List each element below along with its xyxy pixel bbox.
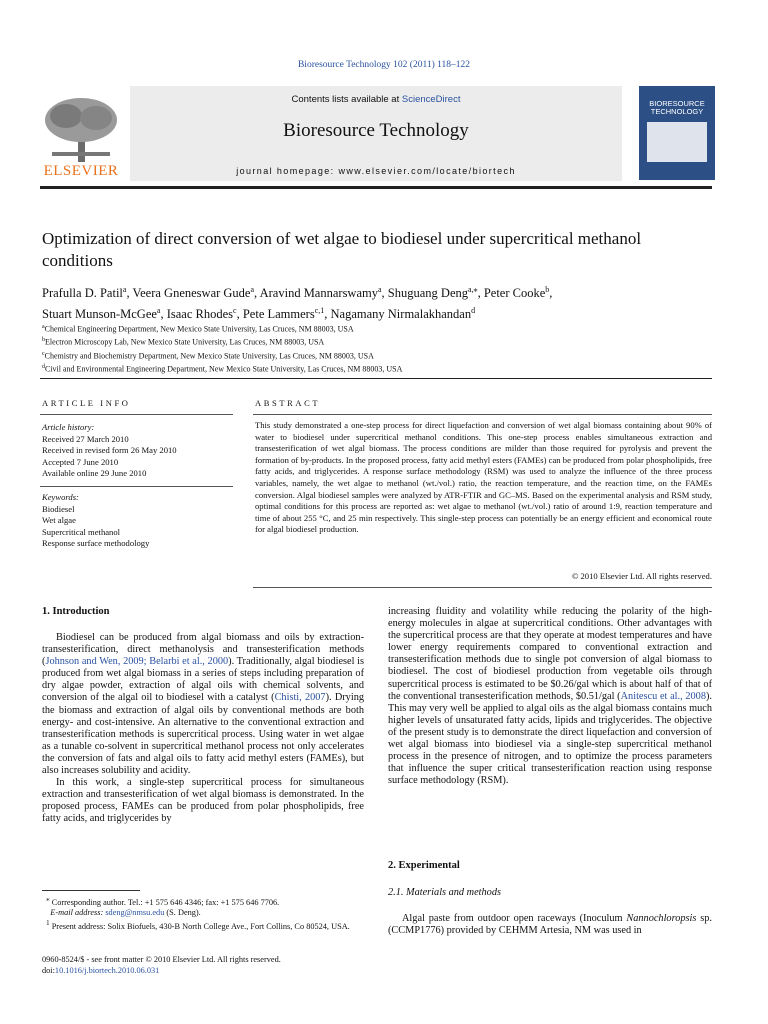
journal-title: Bioresource Technology xyxy=(283,120,469,141)
paragraph: Biodiesel can be produced from algal biomass and oils by extraction-transesterification, direct methanolysis and transesterification methods (Johnson and Wen, 2009; Belarbi et al., 2000). Traditionally, algal biodiesel is produced from wet algal biomass in a series of steps including preparation of dry algae powder, extraction of algal oils with chemical solvents, and conversion of the algal oil to biodiesel with a catalyst (Chisti, 2007). Drying the biomass and extraction of algal oils by conventional methods are both energy- and cost-intensive. An alternative to the conventional extraction and transesterification methods is supercritical process. Using water in wet algae as a tunable co-solvent in supercritical methanol process not only accelerates the conversion of fats and algal oils to fatty acid methyl esters (FAMEs), but also increases solubility and acidity. xyxy=(42,632,365,777)
doi-line: doi:10.1016/j.biortech.2010.06.031 xyxy=(42,966,160,975)
right-column xyxy=(388,606,712,787)
author-name: Peter Cooke xyxy=(483,286,546,301)
materials-methods-heading: 2.1. Materials and methods xyxy=(388,887,501,898)
keywords-label: Keywords: xyxy=(42,492,79,502)
footnote-divider xyxy=(42,890,140,891)
author-name: Isaac Rhodes xyxy=(166,307,234,322)
keyword: Biodiesel xyxy=(42,503,75,514)
email-link[interactable]: sdeng@nmsu.edu xyxy=(105,908,165,918)
history-item: Available online 29 June 2010 xyxy=(42,468,147,479)
abstract-copyright: © 2010 Elsevier Ltd. All rights reserved. xyxy=(571,571,712,581)
article-title: Optimization of direct conversion of wet algae to biodiesel under supercritical methanol conditions xyxy=(42,229,642,270)
author-name: Pete Lammers xyxy=(242,307,315,322)
author-name: Shuguang Deng xyxy=(387,286,468,301)
present-address-note: $^1$ Present address: Solix Biofuels, 430-B North College Ave., Fort Collins, Co 80524, USA. xyxy=(46,919,350,931)
elsevier-tree-logo-icon xyxy=(38,96,124,164)
left-column xyxy=(42,632,364,826)
journal-reference-link[interactable]: Bioresource Technology 102 (2011) 118–122 xyxy=(297,60,471,70)
affiliation: $^b$Electron Microscopy Lab, New Mexico State University, Las Cruces, NM 88003, USA xyxy=(42,337,325,347)
header-divider xyxy=(40,186,712,189)
affiliation: $^a$Chemical Engineering Department, New Mexico State University, Las Cruces, NM 88003, USA xyxy=(42,324,354,334)
email-note: E-mail address: sdeng@nmsu.edu (S. Deng). xyxy=(50,908,201,918)
keyword: Wet algae xyxy=(42,515,76,526)
history-item: Received 27 March 2010 xyxy=(42,433,129,444)
journal-cover-thumbnail[interactable] xyxy=(639,86,715,180)
history-label: Article history: xyxy=(42,422,95,432)
author-name: Prafulla D. Patil xyxy=(42,286,123,301)
contents-line xyxy=(130,94,622,105)
keywords xyxy=(42,492,232,550)
keyword: Supercritical methanol xyxy=(42,526,121,537)
article-info-divider xyxy=(40,414,233,415)
paragraph: increasing fluidity and volatility while reducing the polarity of the high-energy molecules in algae at supercritical conditions. Other advantages with the supercritical process are that they operate at modest temperatures and have lower energy requirements compared to conventional extraction and transesterification methods due to single pot conversion of algal biomass to biodiesel. The cost of biodiesel production from vegetable oils through supercritical process is estimated to be $0.26/gal which is about half of that of the conventional transesterification methods, $0.51/gal (Anitescu et al., 2008). This may very well be applied to algal oils as the algal biomass contains much higher levels of unsaturated fatty acids, lipids and triglycerides. The objective of the present study is to demonstrate the direct liquefaction and conversion of wet algal biomass into biodiesel via a single-step supercritical methanol process in the presence of nitrogen, and to optimize the process parameters that influence the super critical transesterification reaction using response surface methodology (RSM). xyxy=(388,606,712,787)
author-name: Stuart Munson-McGee xyxy=(42,307,157,322)
abstract-divider xyxy=(253,414,712,415)
affiliation-list xyxy=(42,322,722,375)
citation-link[interactable]: Anitescu et al., 2008 xyxy=(620,690,706,702)
abstract-heading: ABSTRACT xyxy=(255,398,321,408)
paragraph: In this work, a single-step supercritical process for simultaneous extraction and transesterification of wet algal biomass is demonstrated. In the proposed process, FAMEs can be produced from polar phospholipids, free fatty acids, and triglycerides by xyxy=(42,777,364,825)
affiliation: $^d$Civil and Environmental Engineering Department, New Mexico State University, Las Cruces, NM 88003, USA xyxy=(42,363,403,374)
materials-paragraph: Algal paste from outdoor open raceways (Inoculum Nannochloropsis sp. (CCMP1776) provided by CEHMM Artesia, NM was used in xyxy=(388,913,712,937)
sciencedirect-link[interactable]: ScienceDirect xyxy=(401,94,461,105)
experimental-heading: 2. Experimental xyxy=(388,860,460,871)
footnotes xyxy=(42,895,364,932)
section-divider xyxy=(40,378,712,379)
history-item: Received in revised form 26 May 2010 xyxy=(42,445,177,456)
keyword: Response surface methodology xyxy=(42,538,150,549)
cover-image xyxy=(647,122,707,162)
citation-link[interactable]: Chisti, 2007 xyxy=(274,692,326,704)
journal-homepage-link[interactable]: journal homepage: www.elsevier.com/locate/biortech xyxy=(236,166,516,176)
abstract-end-divider xyxy=(253,587,712,588)
author-name: Veera Gneneswar Gude xyxy=(132,286,251,301)
author-name: Nagamany Nirmalakhandan xyxy=(330,307,472,322)
affiliation: $^c$Chemistry and Biochemistry Department, New Mexico State University, Las Cruces, NM 88003, USA xyxy=(42,350,374,361)
corresponding-author-note: ⁎ Corresponding author. Tel.: +1 575 646 4346; fax: +1 575 646 7706. xyxy=(46,896,280,907)
abstract-text: This study demonstrated a one-step process for direct liquefaction and conversion of wet algal biomass containing about 90% of water to biodiesel under supercritical methanol conditions. This one-step process enables simultaneous extraction and transesterification of wet algal biomass. The process conditions are milder than those required for pyrolysis and prevent the formation of by-products. In the proposed process, fatty acid methyl esters (FAMEs) can be produced from polar phospholipids, free fatty acids, and triglycerides. A response surface methodology (RSM) was used to analyze the influence of the three process variables, namely, the wet algae to methanol (wt./vol.) ratio, the reaction temperature, and the reaction time, on the FAMEs conversion. Algal biodiesel samples were analyzed by ATR-FTIR and GC–MS. Based on the experimental analysis and RSM study, optimal conditions for this process are reported as: wet algae to methanol (wt./vol.) ratio of around 1:9, reaction temperature and time of about 255 °C, and 25 min respectively. This single-step process can potentially be an energy efficient and economical route for algal biodiesel production. xyxy=(255,420,712,535)
article-info-heading: ARTICLE INFO xyxy=(42,398,131,408)
author-list: Prafulla D. Patil$^a$, Veera Gneneswar Gude$^a$, Aravind Mannarswamy$^a$, Shuguang Deng$^{a,⁎}$, Peter Cooke$^b$, Stuart Munson-McGee$^a$, Isaac Rhodes$^c$, Pete Lammers$^{c,1}$, Nagamany Nirmalakhandan$^d$ xyxy=(42,285,553,322)
article-history xyxy=(42,422,232,480)
species-name: Nannochloropsis xyxy=(626,913,697,924)
issn-block xyxy=(42,954,442,976)
history-item: Accepted 7 June 2010 xyxy=(42,456,119,467)
doi-link[interactable]: 10.1016/j.biortech.2010.06.031 xyxy=(54,966,160,975)
keywords-divider xyxy=(40,486,233,487)
citation-link[interactable]: Johnson and Wen, 2009; Belarbi et al., 2000 xyxy=(45,656,229,668)
introduction-heading: 1. Introduction xyxy=(42,606,110,617)
issn-line: 0960-8524/$ - see front matter © 2010 Elsevier Ltd. All rights reserved. xyxy=(42,955,281,964)
elsevier-wordmark: ELSEVIER xyxy=(43,163,119,179)
contents-prefix: Contents lists available at xyxy=(291,94,402,105)
cover-title: BIORESOURCE TECHNOLOGY xyxy=(649,99,705,116)
author-name: Aravind Mannarswamy xyxy=(259,286,378,301)
